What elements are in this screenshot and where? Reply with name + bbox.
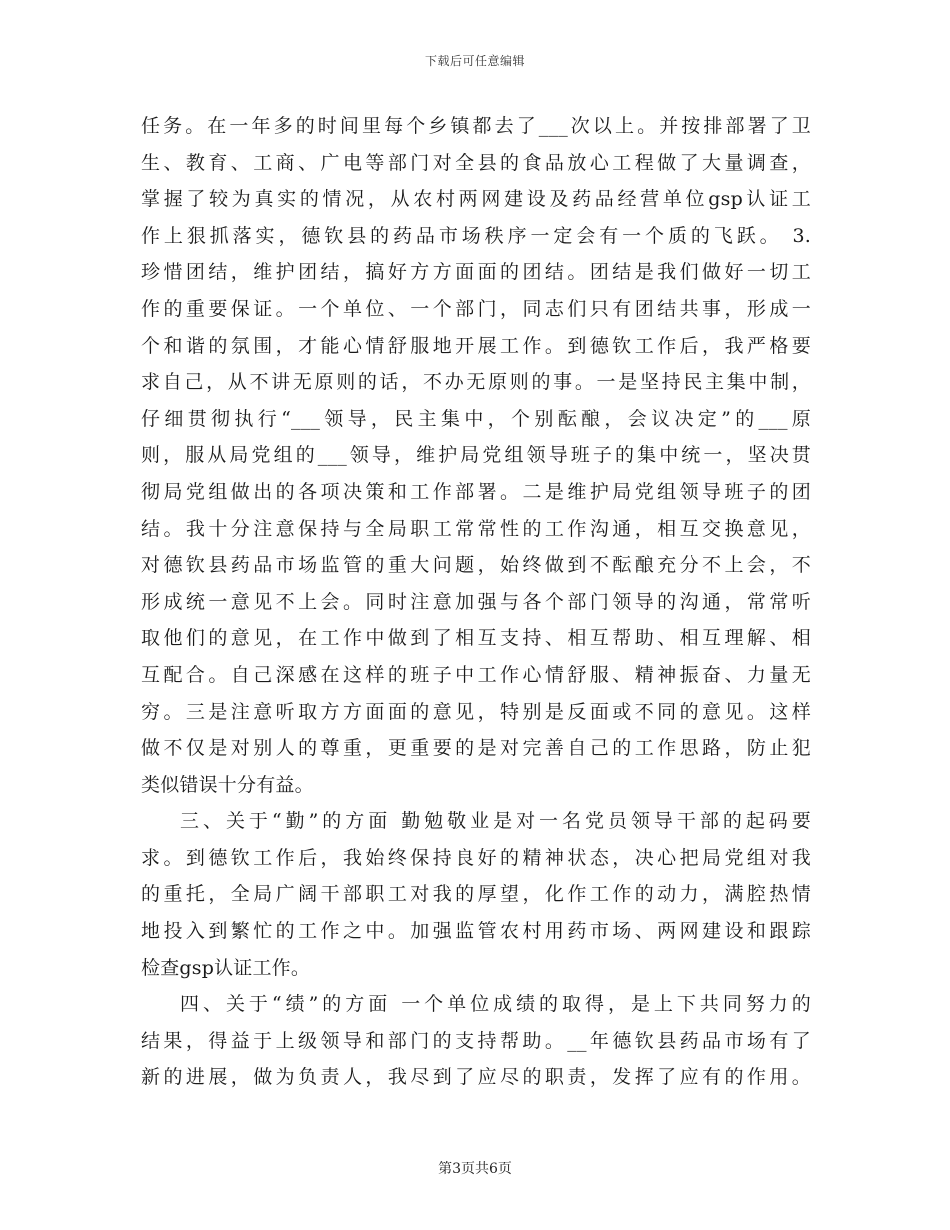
- text-line: 形成统一意见不上会。同时注意加强与各个部门领导的沟通，常常听: [141, 590, 811, 613]
- text-line: 任务。在一年多的时间里每个乡镇都去了___次以上。并按排部署了卫: [141, 115, 811, 137]
- text-line: 对德钦县药品市场监管的重大问题，始终做到不酝酿充分不上会，不: [141, 554, 811, 577]
- text-line: 互配合。自己深感在这样的班子中工作心情舒服、精神振奋、力量无: [141, 663, 811, 686]
- text-line: 类似错误十分有益。: [141, 773, 314, 796]
- text-line: 穷。三是注意听取方方面面的意见，特别是反面或不同的意见。这样: [141, 700, 811, 723]
- text-line: 作的重要保证。一个单位、一个部门，同志们只有团结共事，形成一: [141, 297, 811, 320]
- text-line: 彻局党组做出的各项决策和工作部署。二是维护局党组领导班子的团: [141, 480, 811, 503]
- text-line: 则，服从局党组的___领导，维护局党组领导班子的集中统一，坚决贯: [141, 444, 811, 467]
- text-line: 取他们的意见，在工作中做到了相互支持、相互帮助、相互理解、相: [141, 627, 811, 650]
- text-line: 个和谐的氛围，才能心情舒服地开展工作。到德钦工作后，我严格要: [141, 334, 811, 357]
- page-header: 下载后可任意编辑: [424, 54, 525, 68]
- text-line: 地投入到繁忙的工作之中。加强监管农村用药市场、两网建设和跟踪: [141, 920, 811, 943]
- text-line: 结。我十分注意保持与全局职工常常性的工作沟通，相互交换意见，: [141, 517, 811, 540]
- section-heading-line: 三、关于“勤”的方面 勤勉敬业是对一名党员领导干部的起码要: [180, 810, 811, 833]
- text-line: 结果，得益于上级领导和部门的支持帮助。__年德钦县药品市场有了: [141, 1029, 811, 1052]
- text-line: 仔细贯彻执行“___领导，民主集中，个别酝酿，会议决定”的___原: [141, 407, 811, 430]
- section-heading-line: 四、关于“绩”的方面 一个单位成绩的取得，是上下共同努力的: [180, 993, 811, 1016]
- text-line: 珍惜团结，维护团结，搞好方方面面的团结。团结是我们做好一切工: [141, 261, 811, 284]
- text-line: 生、教育、工商、广电等部门对全县的食品放心工程做了大量调查，: [141, 151, 811, 174]
- paragraph-achievements: [141, 986, 811, 1096]
- document-body: [141, 108, 811, 1096]
- text-line: 求自己，从不讲无原则的话，不办无原则的事。一是坚持民主集中制，: [141, 371, 811, 394]
- text-line: 新的进展，做为负责人，我尽到了应尽的职责，发挥了应有的作用。: [141, 1066, 811, 1089]
- paragraph-unity: [141, 108, 811, 803]
- text-line: 作上狠抓落实，德钦县的药品市场秩序一定会有一个质的飞跃。 3.: [141, 224, 811, 247]
- text-line: 检查gsp认证工作。: [141, 956, 311, 979]
- text-line: 的重托，全局广阔干部职工对我的厚望，化作工作的动力，满腔热情: [141, 883, 811, 906]
- text-line: 求。到德钦工作后，我始终保持良好的精神状态，决心把局党组对我: [141, 846, 811, 869]
- text-line: 掌握了较为真实的情况，从农村两网建设及药品经营单位gsp认证工: [141, 188, 811, 211]
- text-line: 做不仅是对别人的尊重，更重要的是对完善自己的工作思路，防止犯: [141, 737, 811, 760]
- paragraph-diligence: [141, 803, 811, 986]
- page-number: 第3页共6页: [438, 1161, 512, 1177]
